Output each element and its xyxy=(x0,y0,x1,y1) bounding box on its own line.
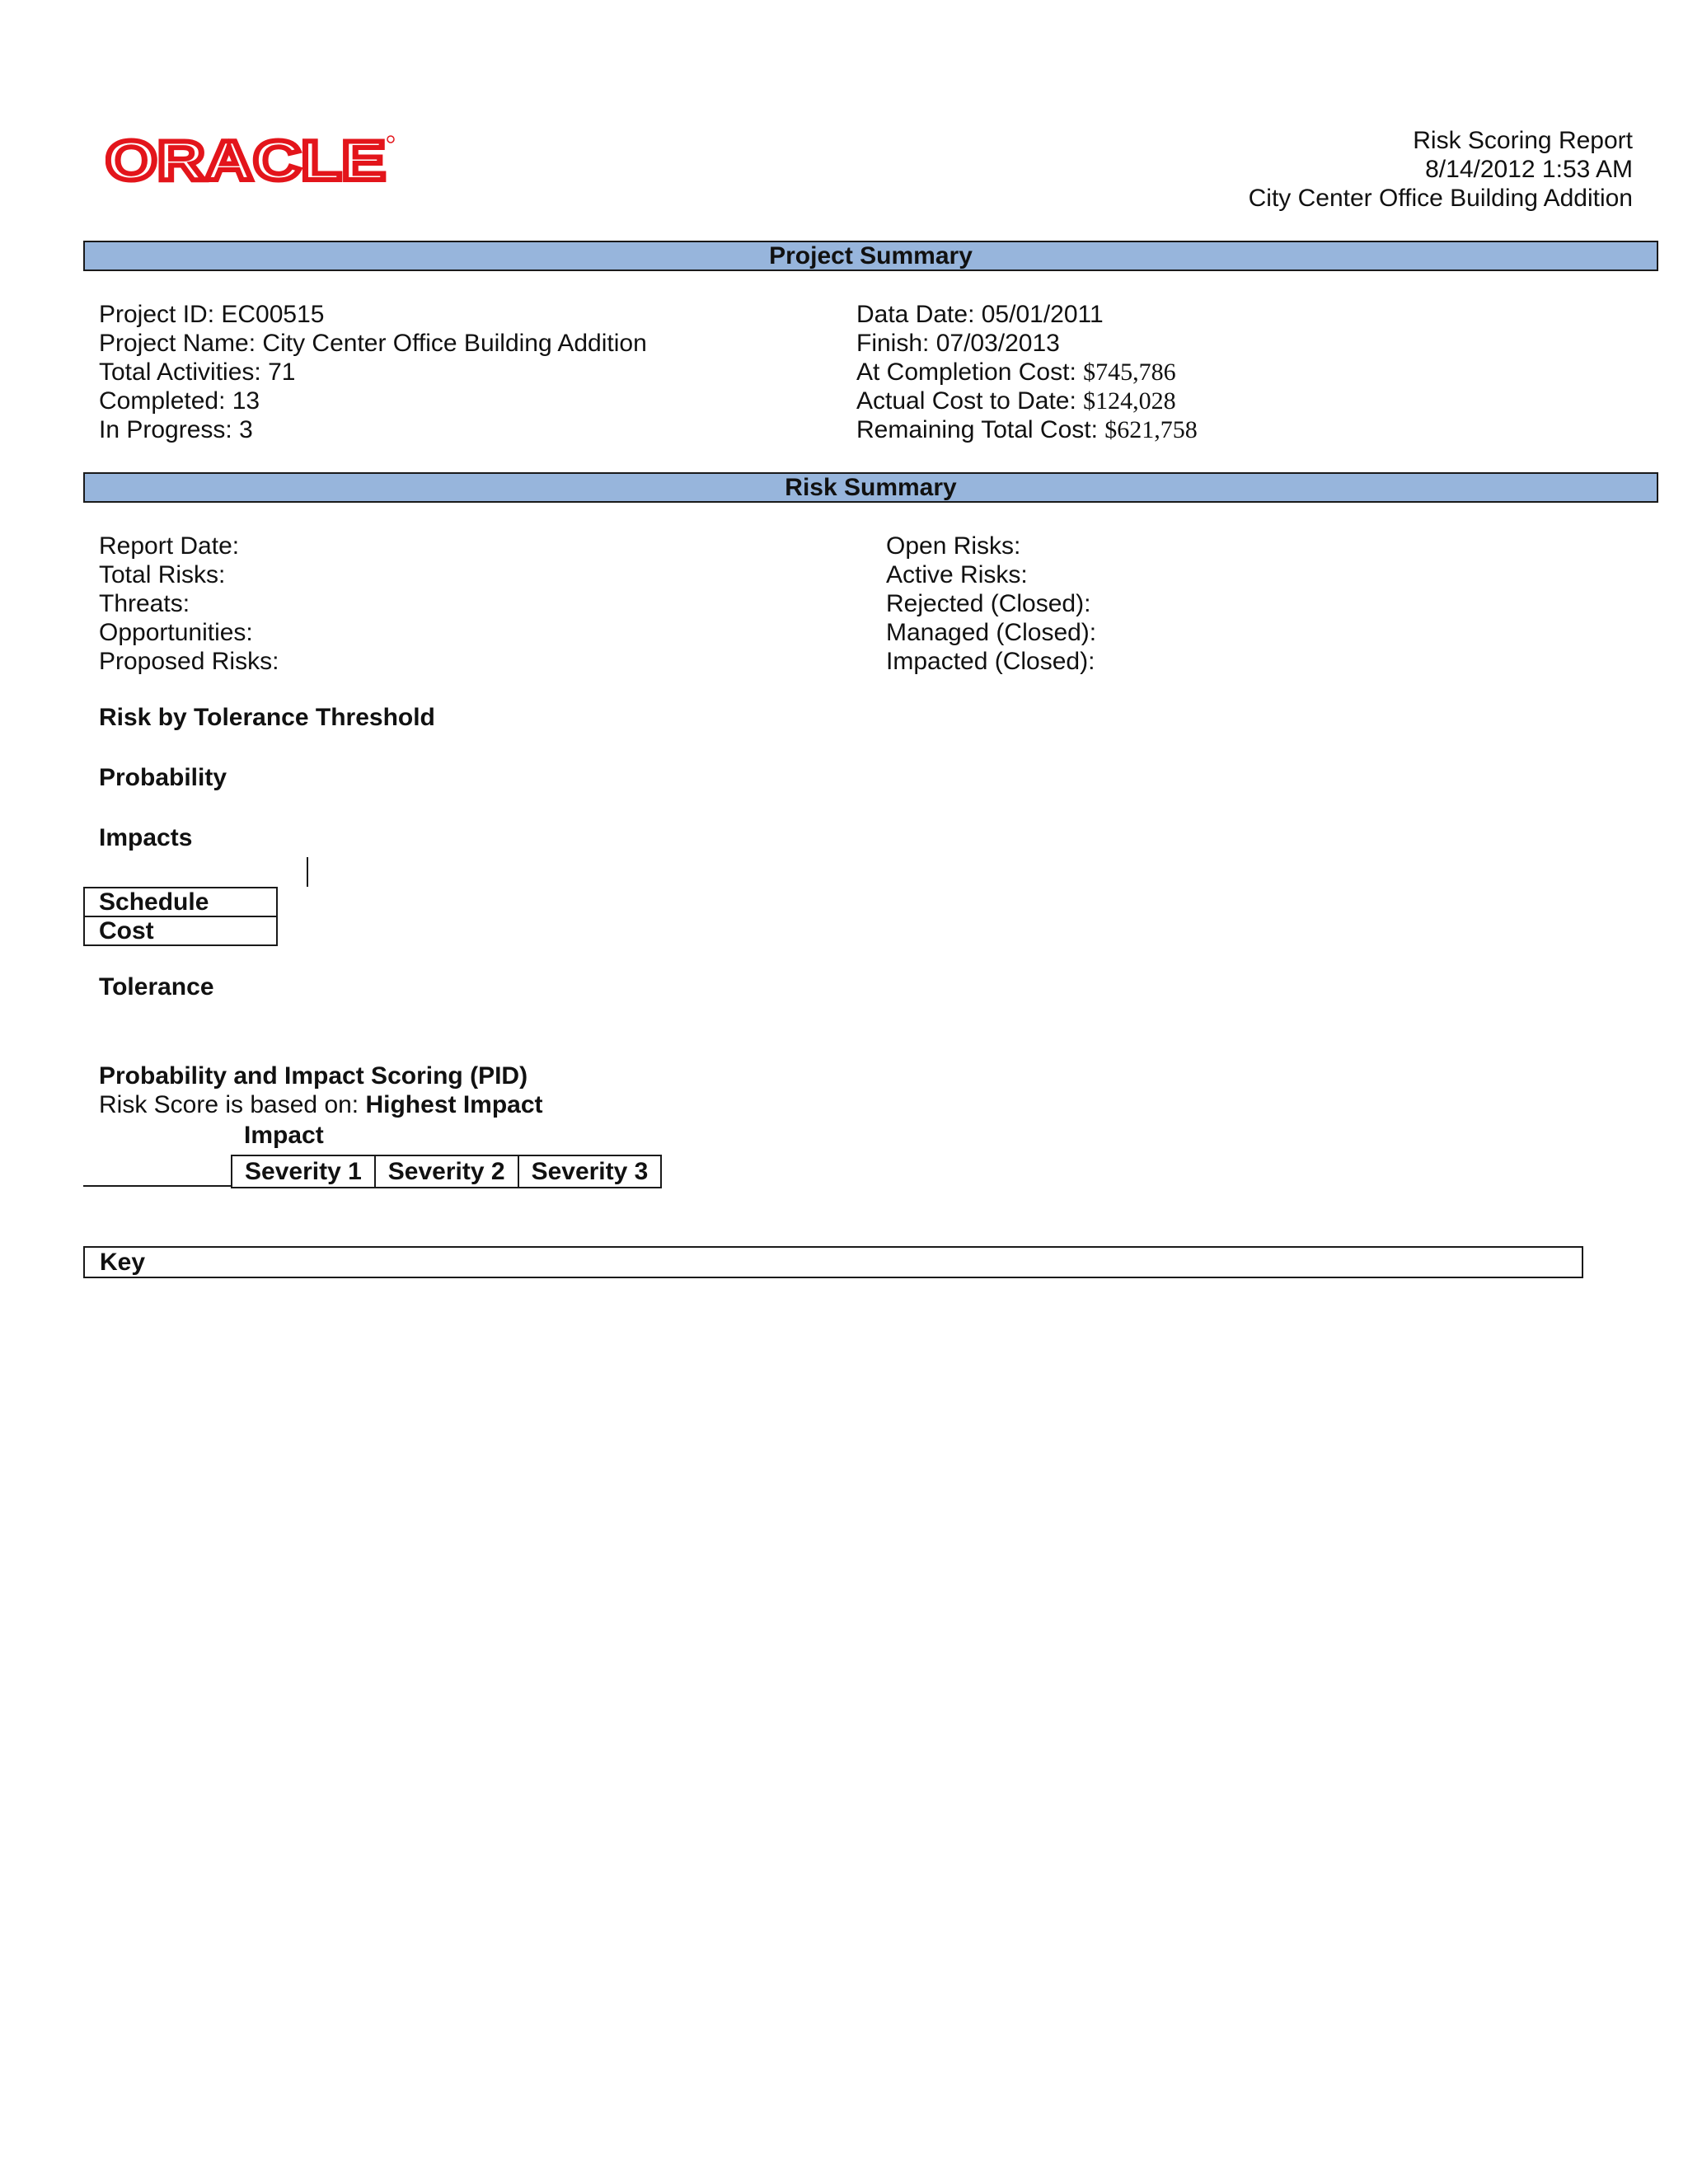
report-datetime: 8/14/2012 1:53 AM xyxy=(1425,156,1633,183)
project-id: Project ID: EC00515 xyxy=(99,301,325,328)
project-name: Project Name: City Center Office Building Addition xyxy=(99,330,647,357)
at-completion-cost: At Completion Cost: $745,786 xyxy=(856,359,1176,386)
open-risks-label: Open Risks: xyxy=(886,532,1021,560)
table-row xyxy=(232,1155,661,1188)
oracle-logo-text: ORACLE xyxy=(106,132,386,186)
proposed-risks-label: Proposed Risks: xyxy=(99,648,279,675)
threats-label: Threats: xyxy=(99,590,190,617)
table-row xyxy=(84,888,277,916)
risk-by-tolerance-heading: Risk by Tolerance Threshold xyxy=(99,704,435,731)
impacts-heading: Impacts xyxy=(99,824,193,851)
risk-summary-heading: Risk Summary xyxy=(83,472,1658,503)
total-activities: Total Activities: 71 xyxy=(99,359,296,386)
actual-cost-to-date: Actual Cost to Date: $124,028 xyxy=(856,387,1176,415)
completed-count: Completed: 13 xyxy=(99,387,260,415)
in-progress-count: In Progress: 3 xyxy=(99,416,253,443)
key-box: Key xyxy=(83,1246,1583,1278)
impacts-table xyxy=(83,887,278,946)
active-risks-label: Active Risks: xyxy=(886,561,1028,588)
tolerance-heading: Tolerance xyxy=(99,973,214,1001)
severity-2-cell: Severity 2 xyxy=(375,1155,518,1188)
pid-table-baseline xyxy=(83,1185,232,1187)
report-title: Risk Scoring Report xyxy=(1413,127,1633,154)
impacted-closed-label: Impacted (Closed): xyxy=(886,648,1095,675)
severity-1-cell: Severity 1 xyxy=(232,1155,375,1188)
rejected-closed-label: Rejected (Closed): xyxy=(886,590,1091,617)
report-date-label: Report Date: xyxy=(99,532,240,560)
registered-mark-icon xyxy=(387,136,394,143)
remaining-total-cost: Remaining Total Cost: $621,758 xyxy=(856,416,1198,443)
pid-heading: Probability and Impact Scoring (PID) xyxy=(99,1062,528,1090)
severity-table xyxy=(231,1155,662,1188)
probability-heading: Probability xyxy=(99,764,227,791)
data-date: Data Date: 05/01/2011 xyxy=(856,301,1104,328)
schedule-cell: Schedule xyxy=(84,888,277,916)
impact-header: Impact xyxy=(244,1122,324,1149)
opportunities-label: Opportunities: xyxy=(99,619,253,646)
finish-date: Finish: 07/03/2013 xyxy=(856,330,1060,357)
total-risks-label: Total Risks: xyxy=(99,561,226,588)
cost-cell: Cost xyxy=(84,916,277,945)
managed-closed-label: Managed (Closed): xyxy=(886,619,1097,646)
project-title: City Center Office Building Addition xyxy=(1248,185,1633,212)
oracle-logo xyxy=(106,132,396,186)
table-row xyxy=(84,916,277,945)
severity-3-cell: Severity 3 xyxy=(518,1155,662,1188)
risk-score-basis: Risk Score is based on: Highest Impact xyxy=(99,1091,543,1118)
project-summary-heading: Project Summary xyxy=(83,241,1658,271)
impact-table-divider xyxy=(307,857,308,887)
